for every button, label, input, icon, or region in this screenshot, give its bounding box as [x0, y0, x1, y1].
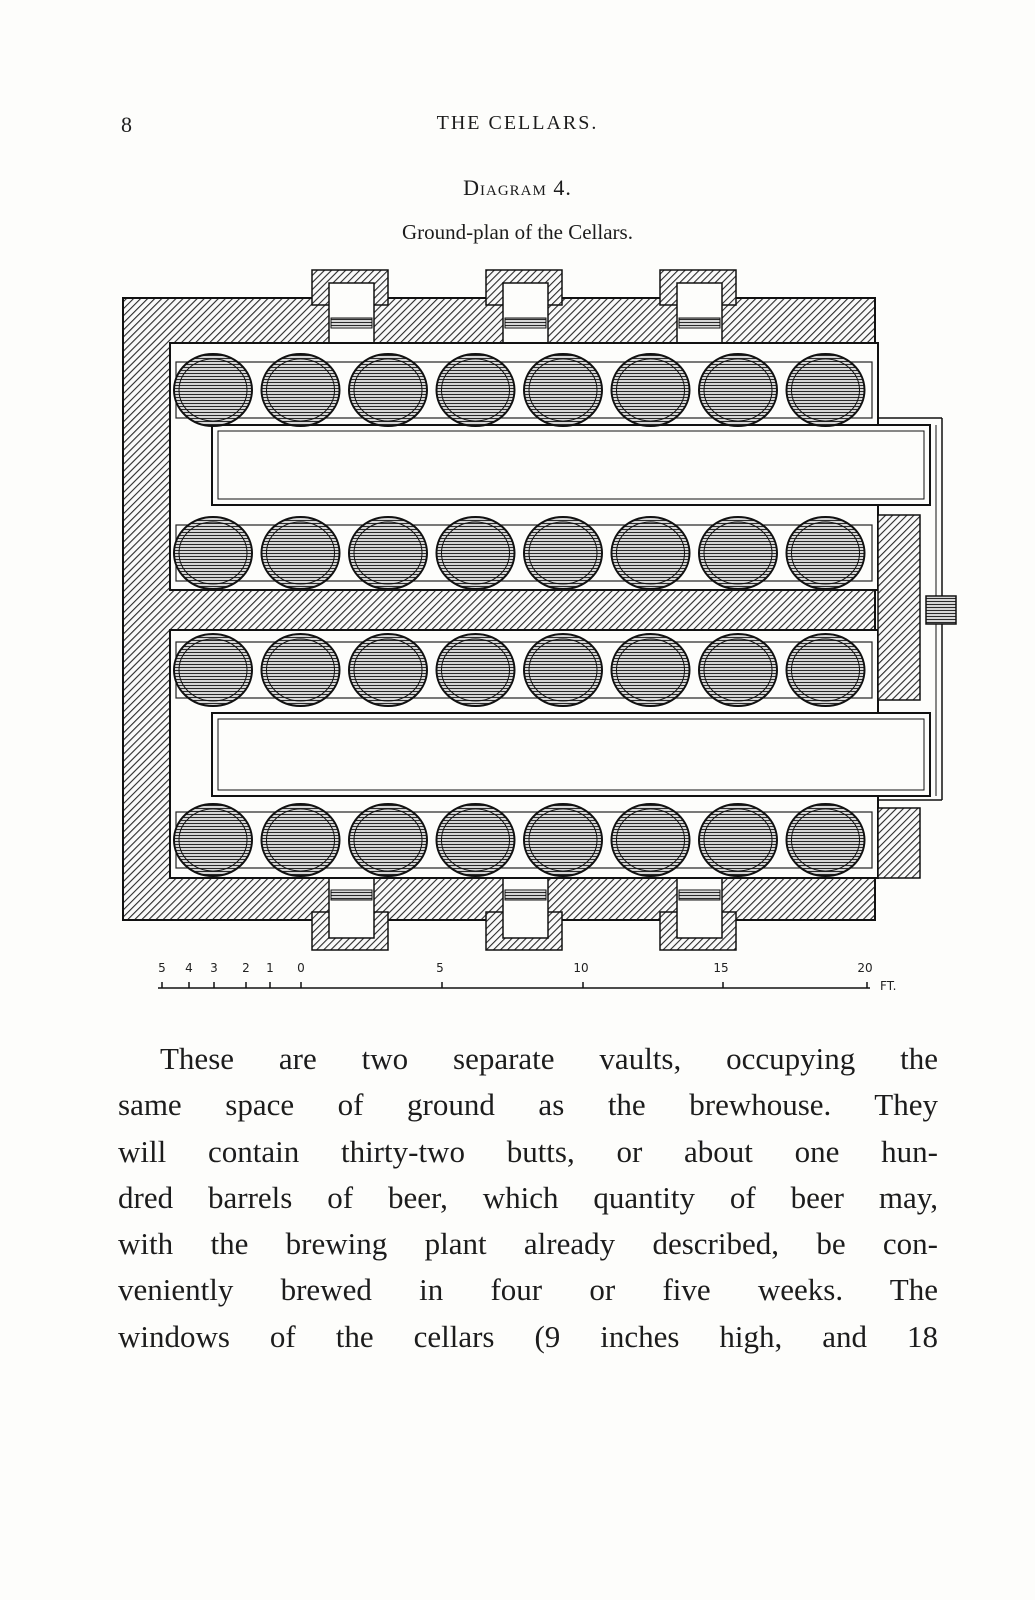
scale-tick-label: 15 — [713, 961, 729, 975]
scale-bar — [158, 961, 896, 993]
scale-tick-label: 2 — [242, 961, 250, 975]
window-opening — [677, 283, 722, 343]
stair-block — [878, 808, 920, 878]
butt — [437, 354, 515, 426]
cellar-ground-plan-figure — [100, 255, 960, 1005]
running-title: THE CELLARS. — [436, 112, 599, 134]
butt — [524, 804, 602, 876]
butt — [699, 517, 777, 589]
scale-unit-label: FT. — [880, 979, 897, 993]
side-door — [926, 596, 956, 624]
text-line: dred barrels of beer, which quantity of beer may, — [118, 1179, 938, 1215]
scale-tick-label: 0 — [297, 961, 305, 975]
window-opening — [677, 878, 722, 938]
body-text — [118, 1036, 938, 1360]
butt — [612, 354, 690, 426]
butt — [437, 517, 515, 589]
butt — [174, 804, 252, 876]
text-line: These are two separate vaults, occupying the — [160, 1041, 938, 1076]
butt — [524, 634, 602, 706]
butt — [612, 634, 690, 706]
text-line: with the brewing plant already described, be con- — [118, 1226, 938, 1262]
window-sill — [679, 318, 720, 328]
butt — [262, 634, 340, 706]
scale-tick-label: 3 — [210, 961, 218, 975]
scale-tick-label: 1 — [266, 961, 274, 975]
scale-tick-label: 5 — [158, 961, 166, 975]
butt — [699, 804, 777, 876]
butt — [699, 634, 777, 706]
running-head — [0, 112, 1035, 142]
butt — [349, 354, 427, 426]
scale-tick-label: 4 — [185, 961, 193, 975]
butt — [349, 517, 427, 589]
figure-label: Diagram 4. — [463, 175, 572, 200]
window-sill — [331, 318, 372, 328]
scale-tick-label: 20 — [857, 961, 873, 975]
window-opening — [329, 878, 374, 938]
butt — [437, 804, 515, 876]
text-line: windows of the cellars (9 inches high, and 18 — [118, 1318, 938, 1354]
window-sill — [505, 890, 546, 900]
butt — [612, 517, 690, 589]
gangway — [212, 713, 930, 796]
butt — [524, 354, 602, 426]
window-opening — [503, 283, 548, 343]
butt — [787, 354, 865, 426]
butt — [262, 517, 340, 589]
gangway — [212, 425, 930, 505]
text-line: same space of ground as the brewhouse. They — [118, 1087, 938, 1123]
figure-caption: Ground-plan of the Cellars. — [402, 220, 633, 244]
window-opening — [329, 283, 374, 343]
butt — [787, 517, 865, 589]
butt — [612, 804, 690, 876]
butt — [699, 354, 777, 426]
butt — [437, 634, 515, 706]
scale-tick-label: 10 — [573, 961, 589, 975]
butt — [787, 634, 865, 706]
butt — [174, 517, 252, 589]
window-sill — [331, 890, 372, 900]
butt — [262, 804, 340, 876]
butt — [524, 517, 602, 589]
window-sill — [505, 318, 546, 328]
butt — [349, 634, 427, 706]
window-sill — [679, 890, 720, 900]
text-line: veniently brewed in four or five weeks. The — [118, 1272, 938, 1308]
butt — [174, 634, 252, 706]
stair-block — [878, 515, 920, 700]
butt — [787, 804, 865, 876]
butt — [174, 354, 252, 426]
window-opening — [503, 878, 548, 938]
page-number: 8 — [121, 112, 132, 137]
text-line: will contain thirty-two butts, or about one hun- — [118, 1133, 938, 1169]
butt — [262, 354, 340, 426]
scale-tick-label: 5 — [436, 961, 444, 975]
butt — [349, 804, 427, 876]
